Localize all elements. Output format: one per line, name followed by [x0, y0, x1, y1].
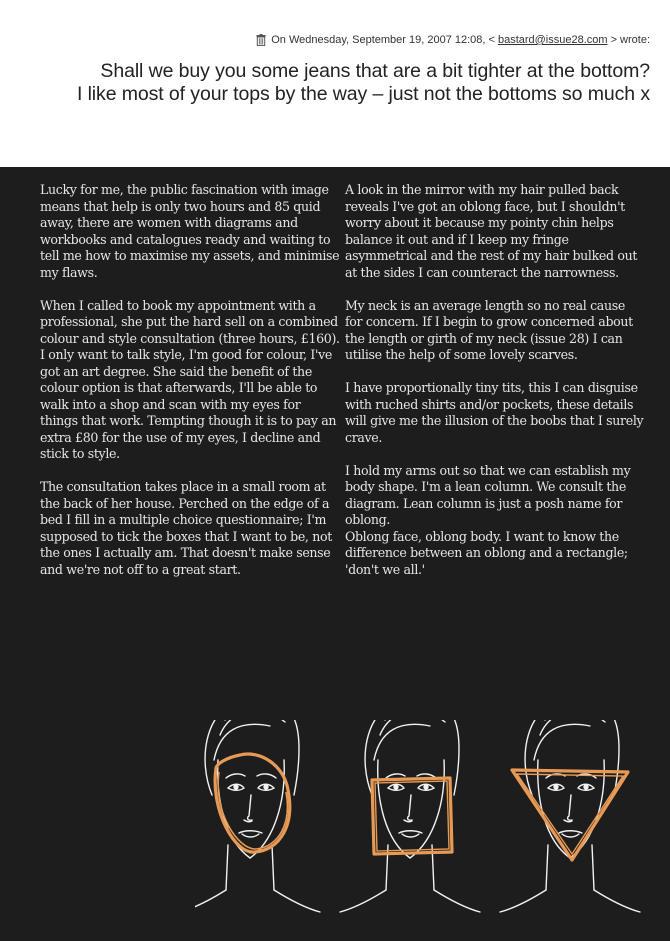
email-header	[0, 0, 670, 167]
headline-line-1: Shall we buy you some jeans that are a bit tighter at the bottom?	[100, 60, 650, 82]
article-column-right	[345, 182, 645, 595]
headline-line-2: I like most of your tops by the way – just not the bottoms so much x	[76, 83, 650, 105]
article-column-left	[40, 182, 340, 595]
paragraph: I have proportionally tiny tits, this I can disguise with ruched shirts and/or pockets, these details will give me the illusion of the boobs that I surely crave.	[345, 380, 644, 445]
paragraph: Oblong face, oblong body. I want to know the difference between an oblong and a rectangle; 'don't we all.'	[345, 528, 628, 577]
face-round-shape	[195, 720, 320, 912]
paragraph: Lucky for me, the public fascination with image means that help is only two hours and 85 quid away, there are women with diagrams and workbooks and catalogues ready and waiting to tell me how to maximise my assets, and minimise my flaws.	[40, 182, 340, 280]
face-square-shape	[340, 720, 480, 912]
paragraph: When I called to book my appointment with a professional, she put the hard sell on a combined colour and style consultation (three hours, £160). I only want to talk style, I'm good for colour, I've got an art degree. She said the benefit of the colour option is that afterwards, I'll be able to walk into a shop and scan with my eyes for things that work. Tempting though it is to pay an extra £80 for the use of my eyes, I decline and stick to style.	[40, 297, 340, 461]
face-triangle-shape	[500, 720, 640, 912]
paragraph: I hold my arms out so that we can establish my body shape. I'm a lean column. We consult the diagram. Lean column is just a posh name for oblong.	[345, 462, 631, 527]
paragraph: A look in the mirror with my hair pulled back reveals I've got an oblong face, but I shouldn't worry about it because my pointy chin helps balance it out and if I keep my fringe asymmetrical and the rest of my hair bulked out at the sides I can counteract the narrowness.	[345, 182, 638, 280]
face-shapes-illustration	[195, 720, 645, 920]
email-meta	[256, 34, 650, 46]
paragraph: The consultation takes place in a small room at the back of her house. Perched on the edge of a bed I fill in a multiple choice questionnaire; I'm supposed to tick the boxes that I want to be, not the ones I actually am. That doesn't make sense and we're not off to a great start.	[40, 479, 332, 577]
email-suffix: > wrote:	[610, 34, 650, 46]
email-address-link[interactable]: bastard@issue28.com	[497, 34, 608, 46]
paragraph: My neck is an average length so no real cause for concern. If I begin to grow concerned about the length or girth of my neck (issue 28) I can utilise the help of some lovely scarves.	[345, 297, 633, 362]
trash-can-icon	[256, 34, 266, 46]
headline-quote	[77, 60, 650, 106]
email-prefix: On Wednesday, September 19, 2007 12:08, <	[271, 34, 495, 46]
